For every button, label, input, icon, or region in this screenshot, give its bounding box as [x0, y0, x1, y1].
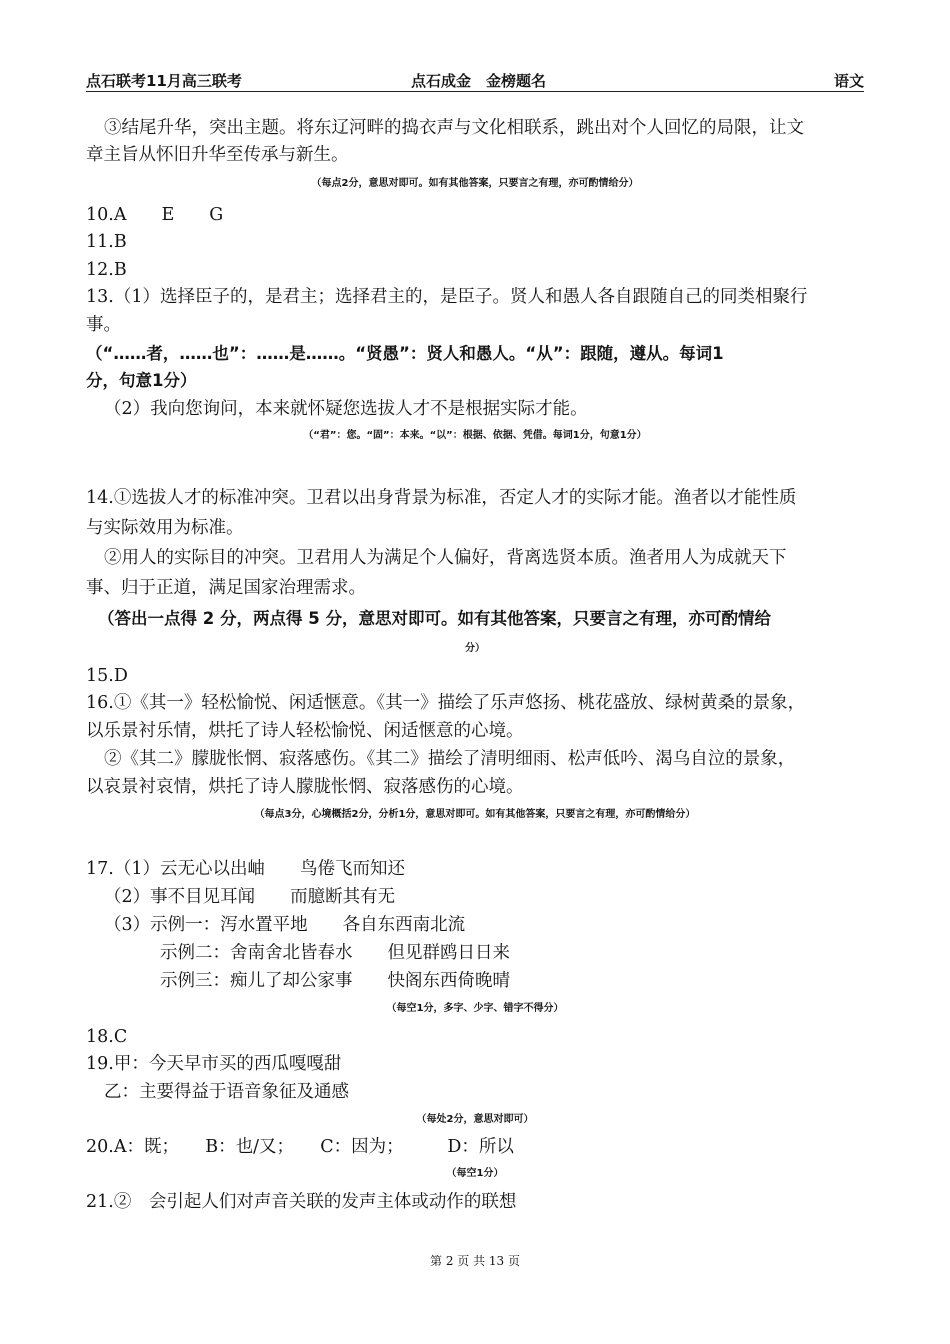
answer-line: 事、归于正道，满足国家治理需求。 — [86, 578, 366, 598]
answer-line: 16.①《其一》轻松愉悦、闲适惬意。《其一》描绘了乐声悠扬、桃花盛放、绿树黄桑的景象， — [86, 693, 806, 713]
answer-line: 以哀景衬哀情，烘托了诗人朦胧怅惘、寂落感伤的心境。 — [86, 777, 524, 797]
answer-line: （2）事不目见耳闻 而臆断其有无 — [104, 887, 396, 907]
answer-line: 17.（1）云无心以出岫 鸟倦飞而知还 — [86, 859, 405, 879]
answer-line: 11.B — [86, 232, 127, 252]
answer-line: 12.B — [86, 260, 127, 280]
answer-line: 乙：主要得益于语音象征及通感 — [104, 1082, 349, 1102]
scoring-note: （每处2分，意思对即可） — [416, 1114, 534, 1125]
answer-line: 20.A：既； B：也/又； C：因为； D：所以 — [86, 1137, 514, 1157]
answer-line: 以乐景衬乐情，烘托了诗人轻松愉悦、闲适惬意的心境。 — [86, 721, 524, 741]
answer-line: 示例三：痴儿了却公家事 快阁东西倚晚晴 — [160, 971, 510, 991]
answer-line: 章主旨从怀旧升华至传承与新生。 — [86, 145, 349, 165]
scoring-note: （每空1分） — [446, 1168, 504, 1179]
answer-line: 10.A E G — [86, 205, 224, 225]
page-number: 第 2 页 共 13 页 — [430, 1254, 520, 1268]
page-header — [86, 70, 864, 92]
answer-line: 15.D — [86, 666, 128, 686]
answer-line: （3）示例一：泻水置平地 各自东西南北流 — [104, 915, 466, 935]
scoring-note: （每点2分，意思对即可。如有其他答案，只要言之有理，亦可酌情给分） — [311, 178, 639, 189]
scoring-note: （“……者，……也”：……是……。“贤愚”：贤人和愚人。“从”：跟随，遵从。每词1 — [86, 344, 724, 363]
answer-line: 示例二：舍南舍北皆春水 但见群鸥日日来 — [160, 943, 510, 963]
header-rule — [86, 91, 864, 92]
scoring-note: 分） — [465, 643, 485, 654]
scoring-note: （每点3分，心境概括2分，分析1分，意思对即可。如有其他答案，只要言之有理，亦可酌情给分） — [254, 809, 696, 820]
scoring-note: （每空1分，多字、少字、错字不得分） — [386, 1003, 564, 1014]
answer-line: 与实际效用为标准。 — [86, 518, 244, 538]
scoring-note: 分，句意1分） — [86, 371, 197, 390]
answer-line: （2）我向您询问，本来就怀疑您选拔人才不是根据实际才能。 — [104, 399, 588, 419]
scoring-note: （“君”：您。“固”：本来。“以”：根据、依据、凭借。每词1分，句意1分） — [303, 430, 647, 441]
answer-line: 事。 — [86, 315, 121, 335]
scoring-note: （答出一点得 2 分，两点得 5 分，意思对即可。如有其他答案，只要言之有理，亦可酌情给 — [98, 609, 771, 628]
answer-line: ③结尾升华，突出主题。将东辽河畔的捣衣声与文化相联系，跳出对个人回忆的局限，让文 — [104, 118, 804, 138]
header-exam-name: 点石联考11月高三联考 — [86, 72, 242, 90]
answer-line: ②《其二》朦胧怅惘、寂落感伤。《其二》描绘了清明细雨、松声低吟、渴乌自泣的景象， — [104, 749, 796, 769]
answer-line: 21.② 会引起人们对声音关联的发声主体或动作的联想 — [86, 1192, 517, 1212]
answer-line: 18.C — [86, 1027, 128, 1047]
answer-line: ②用人的实际目的冲突。卫君用人为满足个人偏好，背离选贤本质。渔者用人为成就天下 — [104, 548, 787, 568]
answer-line: 19.甲：今天早市买的西瓜嘎嘎甜 — [86, 1054, 342, 1074]
header-slogan: 点石成金 金榜题名 — [411, 72, 547, 90]
answer-line: 13.（1）选择臣子的，是君主；选择君主的，是臣子。贤人和愚人各自跟随自己的同类相聚行 — [86, 287, 808, 307]
answer-line: 14.①选拔人才的标准冲突。卫君以出身背景为标准，否定人才的实际才能。渔者以才能性质 — [86, 488, 797, 508]
header-subject: 语文 — [833, 72, 864, 90]
